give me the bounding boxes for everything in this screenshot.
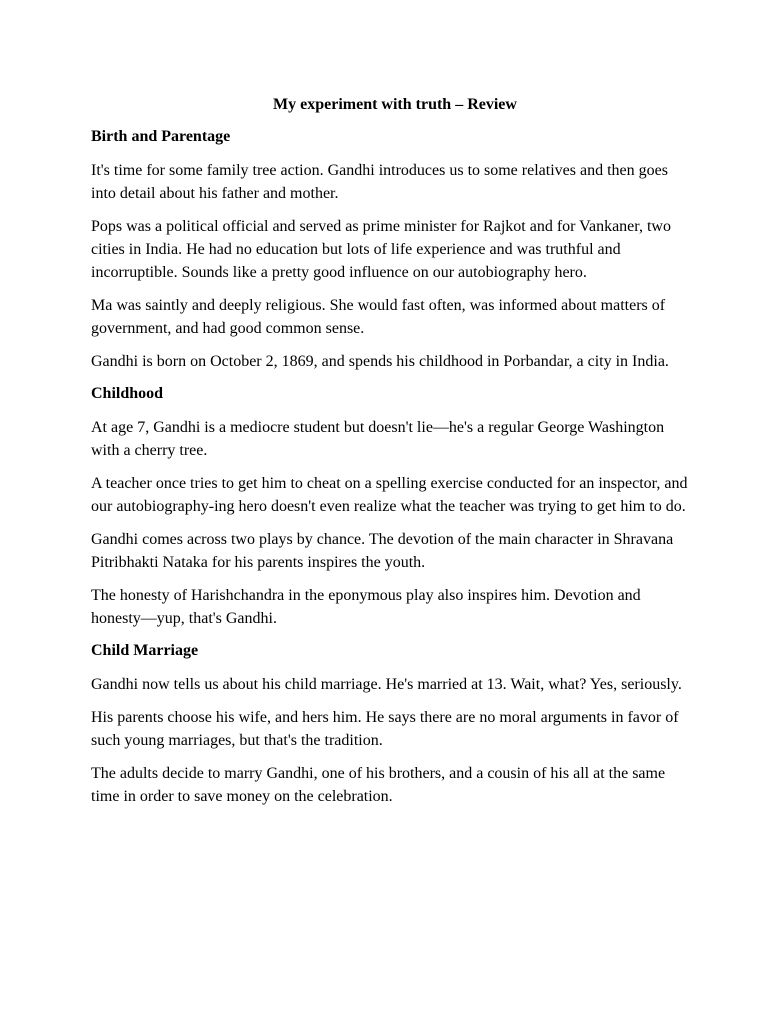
paragraph: It's time for some family tree action. Gandhi introduces us to some relatives and then goes into detail about his father and mother. [91,162,668,202]
paragraph: Gandhi comes across two plays by chance. The devotion of the main character in Shravana Pitribhakti Nataka for his parents inspires the youth. [91,531,674,571]
paragraph: The honesty of Harishchandra in the eponymous play also inspires him. Devotion and honesty—yup, that's Gandhi. [91,587,641,627]
section-heading: Childhood [91,385,164,402]
paragraph: Gandhi now tells us about his child marriage. He's married at 13. Wait, what? Yes, seriously. [91,676,682,693]
document-title: My experiment with truth – Review [273,96,517,113]
paragraph: Gandhi is born on October 2, 1869, and spends his childhood in Porbandar, a city in India. [91,353,669,370]
section-childhood [91,383,691,630]
paragraph: His parents choose his wife, and hers him. He says there are no moral arguments in favor of such young marriages, but that's the tradition. [91,709,679,749]
section-heading: Birth and Parentage [91,128,231,145]
paragraph: The adults decide to marry Gandhi, one of his brothers, and a cousin of his all at the same time in order to save money on the celebration. [91,765,666,805]
paragraph: A teacher once tries to get him to cheat on a spelling exercise conducted for an inspector, and our autobiography-ing hero doesn't even realize what the teacher was trying to get him to do. [91,475,688,515]
paragraph: Pops was a political official and served as prime minister for Rajkot and for Vankaner, two cities in India. He had no education but lots of life experience and was truthful and incorruptible. Sounds like a pretty good influence on our autobiography hero. [91,218,671,281]
paragraph: At age 7, Gandhi is a mediocre student but doesn't lie—he's a regular George Washington with a cherry tree. [91,419,665,459]
document-page [91,94,691,818]
section-heading: Child Marriage [91,642,199,659]
section-child-marriage [91,640,691,808]
section-birth-and-parentage [91,126,691,373]
paragraph: Ma was saintly and deeply religious. She would fast often, was informed about matters of government, and had good common sense. [91,297,666,337]
